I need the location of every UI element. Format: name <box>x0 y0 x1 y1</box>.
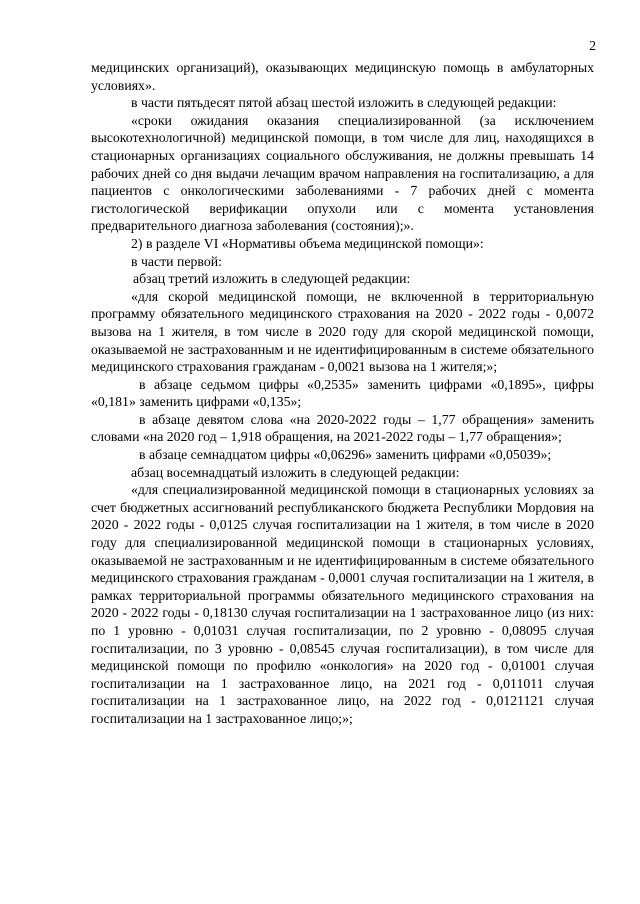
paragraph-4: 2) в разделе VI «Нормативы объема медицинской помощи»: <box>131 235 484 251</box>
paragraph-7: «для скорой медицинской помощи, не включенной в территориальную программу обязательного медицинского страхования на 2020 - 2022 годы - 0,0072 вызова на 1 жителя, в том числе в 2020 году для скорой медицинской помощи, оказываемой не застрахованным и не идентифицированным в системе обязательного медицинского страхования гражданам - 0,0021 вызова на 1 жителя;»; <box>91 288 594 375</box>
paragraph-9: в абзаце девятом слова «на 2020-2022 годы – 1,77 обращения» заменить словами «на 2020 год – 1,918 обращения, на 2021-2022 годы – 1,77 обращения»; <box>91 411 594 445</box>
paragraph-5: в части первой: <box>131 253 222 269</box>
paragraph-11: абзац восемнадцатый изложить в следующей редакции: <box>131 464 460 480</box>
page-number: 2 <box>589 38 596 53</box>
document-body <box>91 59 594 728</box>
paragraph-2: в части пятьдесят пятой абзац шестой изложить в следующей редакции: <box>131 95 557 111</box>
paragraph-6: абзац третий изложить в следующей редакции: <box>133 271 411 287</box>
paragraph-1: медицинских организаций), оказывающих медицинскую помощь в амбулаторных условиях». <box>91 60 594 93</box>
paragraph-10: в абзаце семнадцатом цифры «0,06296» заменить цифрами «0,05039»; <box>139 447 552 463</box>
paragraph-12: «для специализированной медицинской помощи в стационарных условиях за счет бюджетных ассигнований республиканского бюджета Республики Мордовия на 2020 - 2022 годы - 0,0125 случая госпитализации на 1 жителя, в том числе в 2020 году для специализированной медицинской помощи в стационарных условиях, оказываемой не застрахованным и не идентифицированным в системе обязательного медицинского страхования гражданам - 0,0001 случая госпитализации на 1 жителя, в рамках территориальной программы обязательного медицинского страхования на 2020 - 2022 годы - 0,18130 случая госпитализации на 1 застрахованное лицо (из них: по 1 уровню - 0,01031 случая госпитализации, по 2 уровню - 0,08095 случая госпитализации, по 3 уровню - 0,08545 случая госпитализации), в том числе для медицинской помощи по профилю «онкология» на 2020 год - 0,01001 случая госпитализации на 1 застрахованное лицо, на 2021 год - 0,011011 случая госпитализации на 1 застрахованное лицо, на 2022 год - 0,0121121 случая госпитализации на 1 застрахованное лицо;»; <box>91 482 594 726</box>
paragraph-3: «сроки ожидания оказания специализированной (за исключением высокотехнологичной) медицинской помощи, в том числе для лиц, находящихся в стационарных организациях социального обслуживания, не должны превышать 14 рабочих дней со дня выдачи лечащим врачом направления на госпитализацию, а для пациентов с онкологическими заболеваниями - 7 рабочих дней с момента гистологической верификации опухоли или с момента установления предварительного диагноза заболевания (состояния);». <box>91 112 594 234</box>
paragraph-8: в абзаце седьмом цифры «0,2535» заменить цифрами «0,1895», цифры «0,181» заменить цифрами «0,135»; <box>91 376 594 410</box>
